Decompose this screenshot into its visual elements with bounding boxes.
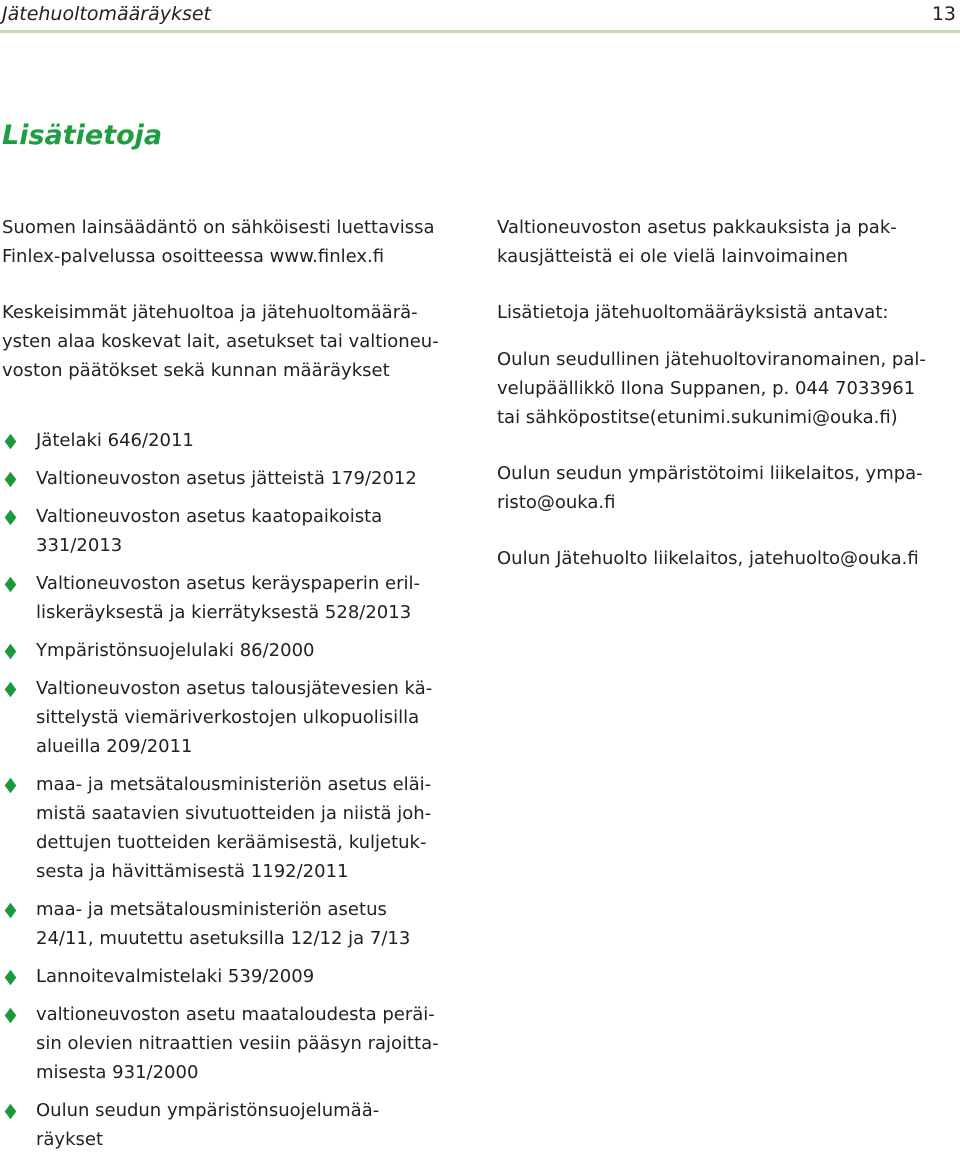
legislation-item-line: Valtioneuvoston asetus talousjätevesien kä-: [36, 678, 433, 699]
contacts-list: [497, 345, 957, 573]
intro-paragraph: [2, 213, 472, 271]
intro-line: Finlex-palvelussa osoitteessa www.finlex.fi: [2, 246, 385, 267]
right-column: [497, 213, 957, 573]
running-title: Jätehuoltomääräykset: [2, 3, 211, 25]
diamond-bullet-icon: [5, 970, 17, 986]
legislation-item: [2, 502, 472, 560]
contact-entry: [497, 459, 957, 517]
legislation-item-line: Valtioneuvoston asetus jätteistä 179/2012: [36, 468, 417, 489]
diamond-bullet-icon: [5, 577, 17, 593]
legislation-item-line: Valtioneuvoston asetus keräyspaperin eril-: [36, 573, 420, 594]
legislation-item-line: Valtioneuvoston asetus kaatopaikoista: [36, 506, 383, 527]
legislation-item: [2, 426, 472, 455]
diamond-bullet-icon: [5, 1008, 17, 1024]
lead-paragraph: [2, 298, 472, 385]
legislation-item: [2, 464, 472, 493]
legislation-list: [2, 426, 472, 1154]
legislation-item-line: Oulun seudun ympäristönsuojelumää-: [36, 1100, 380, 1121]
legislation-item-line: sittelystä viemäriverkostojen ulkopuolisilla: [36, 707, 420, 728]
legislation-item: [2, 895, 472, 953]
lead-line: Keskeisimmät jätehuoltoa ja jätehuoltomäärä-: [2, 302, 418, 323]
legislation-item: [2, 1096, 472, 1154]
note-line: Valtioneuvoston asetus pakkauksista ja pak-: [497, 217, 897, 238]
section-heading: Lisätietoja: [2, 120, 163, 151]
diamond-bullet-icon: [5, 903, 17, 919]
left-column: [2, 213, 472, 1163]
legislation-item-line: liskeräyksestä ja kierrätyksestä 528/2013: [36, 602, 412, 623]
diamond-bullet-icon: [5, 778, 17, 794]
legislation-item-line: Jätelaki 646/2011: [36, 430, 194, 451]
contact-line: Oulun seudullinen jätehuoltoviranomainen, pal-: [497, 349, 926, 370]
lead-line: voston päätökset sekä kunnan määräykset: [2, 360, 390, 381]
running-header: [0, 0, 960, 33]
diamond-bullet-icon: [5, 682, 17, 698]
page-number: 13: [931, 3, 956, 25]
legislation-item-line: Lannoitevalmistelaki 539/2009: [36, 966, 315, 987]
contact-line: Oulun seudun ympäristötoimi liikelaitos, ympa-: [497, 463, 923, 484]
intro-line: Suomen lainsäädäntö on sähköisesti luettavissa: [2, 217, 435, 238]
note-line: kausjätteistä ei ole vielä lainvoimainen: [497, 246, 848, 267]
contact-line: tai sähköpostitse(etunimi.sukunimi@ouka.fi): [497, 407, 898, 428]
legislation-item-line: valtioneuvoston asetu maataloudesta peräi-: [36, 1004, 435, 1025]
legislation-item-line: alueilla 209/2011: [36, 736, 193, 757]
legislation-item-line: sin olevien nitraattien vesiin pääsyn rajoitta-: [36, 1033, 439, 1054]
contact-entry: [497, 345, 957, 432]
contact-line: velupäällikkö Ilona Suppanen, p. 044 7033961: [497, 378, 916, 399]
diamond-bullet-icon: [5, 434, 17, 450]
legislation-item: [2, 569, 472, 627]
legislation-item-line: mistä saatavien sivutuotteiden ja niistä joh-: [36, 803, 432, 824]
legislation-item-line: dettujen tuotteiden keräämisestä, kuljetuk-: [36, 832, 427, 853]
legislation-item-line: 331/2013: [36, 535, 123, 556]
legislation-item: [2, 674, 472, 761]
legislation-item-line: sesta ja hävittämisestä 1192/2011: [36, 861, 349, 882]
legislation-item-line: maa- ja metsätalousministeriön asetus eläi-: [36, 774, 432, 795]
legislation-item: [2, 636, 472, 665]
legislation-item: [2, 962, 472, 991]
lead-line: ysten alaa koskevat lait, asetukset tai valtioneu-: [2, 331, 439, 352]
contacts-intro: Lisätietoja jätehuoltomääräyksistä antavat:: [497, 302, 889, 323]
contact-line: risto@ouka.fi: [497, 492, 616, 513]
status-note: [497, 213, 957, 271]
diamond-bullet-icon: [5, 472, 17, 488]
legislation-item-line: räykset: [36, 1129, 104, 1150]
diamond-bullet-icon: [5, 1104, 17, 1120]
contact-entry: [497, 544, 957, 573]
diamond-bullet-icon: [5, 510, 17, 526]
legislation-item-line: misesta 931/2000: [36, 1062, 199, 1083]
legislation-item-line: 24/11, muutettu asetuksilla 12/12 ja 7/13: [36, 928, 411, 949]
diamond-bullet-icon: [5, 644, 17, 660]
legislation-item-line: Ympäristönsuojelulaki 86/2000: [36, 640, 315, 661]
legislation-item: [2, 770, 472, 886]
contact-line: Oulun Jätehuolto liikelaitos, jatehuolto@ouka.fi: [497, 548, 919, 569]
legislation-item: [2, 1000, 472, 1087]
legislation-item-line: maa- ja metsätalousministeriön asetus: [36, 899, 387, 920]
